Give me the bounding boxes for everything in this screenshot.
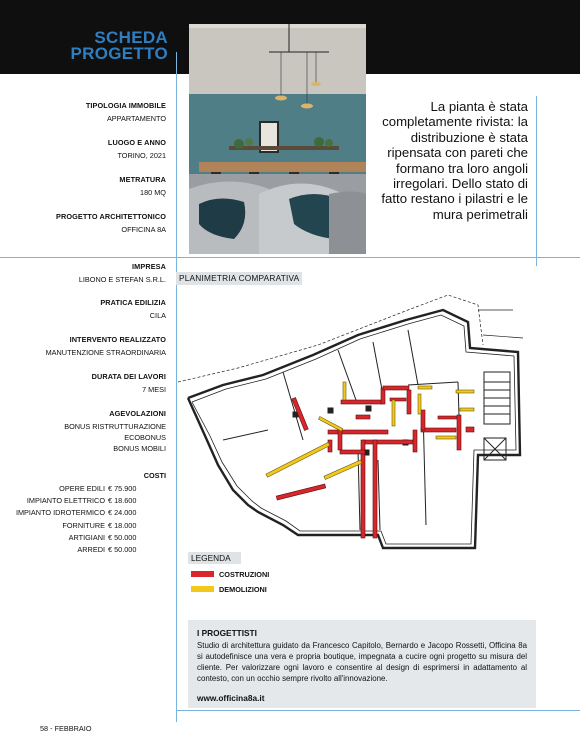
spec-item — [0, 335, 166, 358]
spec-value: BONUS MOBILI — [113, 444, 166, 453]
plan-label: PLANIMETRIA COMPARATIVA — [176, 272, 302, 285]
costs-label: COSTI — [143, 471, 166, 480]
designers-body: Studio di architettura guidato da Francesco Capitolo, Bernardo e Jacopo Rossetti, Officina 8a si autodefinisce una vera e propria boutique, impegnata a cucire ogni progetto su misura del cliente. Per valorizzare ogni lavoro e consentire al design di esprimersi in adattamento al contesto, con un occhio sempre rivolto all'innovazione. — [197, 641, 527, 684]
cost-row: OPERE EDILI € 75.900 — [59, 484, 137, 493]
cost-row: IMPIANTO ELETTRICO € 18.600 — [26, 496, 137, 506]
spec-value: LIBONO E STEFAN S.R.L. — [78, 275, 166, 284]
page-footer: 58 - FEBBRAIO — [40, 724, 92, 733]
spec-label: PROGETTO ARCHITETTONICO — [56, 212, 166, 221]
spec-value: TORINO, 2021 — [117, 151, 166, 160]
spec-label: PRATICA EDILIZIA — [100, 298, 166, 307]
spec-value: BONUS RISTRUTTURAZIONE — [64, 422, 166, 431]
guide-line — [0, 257, 580, 258]
spec-label: IMPRESA — [132, 262, 166, 271]
cost-row: FORNITURE € 18.000 — [62, 520, 137, 530]
guide-line — [536, 96, 537, 266]
designers-link[interactable]: www.officina8a.it — [197, 693, 265, 703]
spec-item — [0, 298, 166, 321]
spec-item — [0, 101, 166, 124]
interior-photo — [189, 24, 366, 254]
legend-label: COSTRUZIONI — [219, 569, 270, 579]
spec-item — [0, 409, 166, 454]
spec-label: DURATA DEI LAVORI — [91, 372, 166, 381]
pull-quote: La pianta è stata completamente rivista: la distribuzione è stata ripensata con pareti che formano tra loro angoli irregolari. Dello stato di fatto restano i pilastri e le mura perimetrali — [381, 99, 528, 222]
spec-item — [0, 262, 166, 285]
spec-label: AGEVOLAZIONI — [109, 409, 166, 418]
legend-label: DEMOLIZIONI — [219, 584, 267, 594]
spec-label: TIPOLOGIA IMMOBILE — [85, 101, 166, 110]
guide-line — [176, 710, 580, 711]
spec-value: OFFICINA 8A — [121, 225, 166, 234]
spec-value: 180 MQ — [140, 188, 166, 197]
spec-label: LUOGO E ANNO — [107, 138, 166, 147]
spec-item — [0, 212, 166, 235]
interior-photo-illustration — [189, 24, 366, 254]
spec-value: ECOBONUS — [124, 433, 166, 442]
legend-swatch — [191, 586, 214, 592]
page-title: SCHEDA PROGETTO — [70, 28, 168, 63]
legend-item-demolizioni — [191, 584, 267, 594]
floor-plan — [178, 290, 540, 558]
spec-value: MANUTENZIONE STRAORDINARIA — [45, 348, 166, 357]
spec-value: APPARTAMENTO — [106, 114, 166, 123]
cost-row: ARREDI € 50.000 — [77, 545, 137, 555]
spec-label: INTERVENTO REALIZZATO — [69, 335, 166, 344]
floor-plan-drawing — [178, 290, 540, 558]
costs-section — [0, 471, 166, 556]
spec-value: 7 MESI — [142, 385, 166, 394]
guide-line — [176, 52, 177, 722]
spec-item — [0, 372, 166, 395]
legend-item-costruzioni — [191, 569, 269, 579]
legend-swatch — [191, 571, 214, 577]
cost-row: ARTIGIANI € 50.000 — [68, 532, 137, 542]
designers-box — [188, 620, 536, 708]
spec-item — [0, 175, 166, 198]
cost-row: IMPIANTO IDROTERMICO € 24.000 — [15, 508, 137, 518]
legend-title: LEGENDA — [188, 552, 241, 564]
spec-item — [0, 138, 166, 161]
spec-label: METRATURA — [119, 175, 166, 184]
designers-title: I PROGETTISTI — [197, 628, 257, 638]
spec-value: CILA — [149, 311, 166, 320]
